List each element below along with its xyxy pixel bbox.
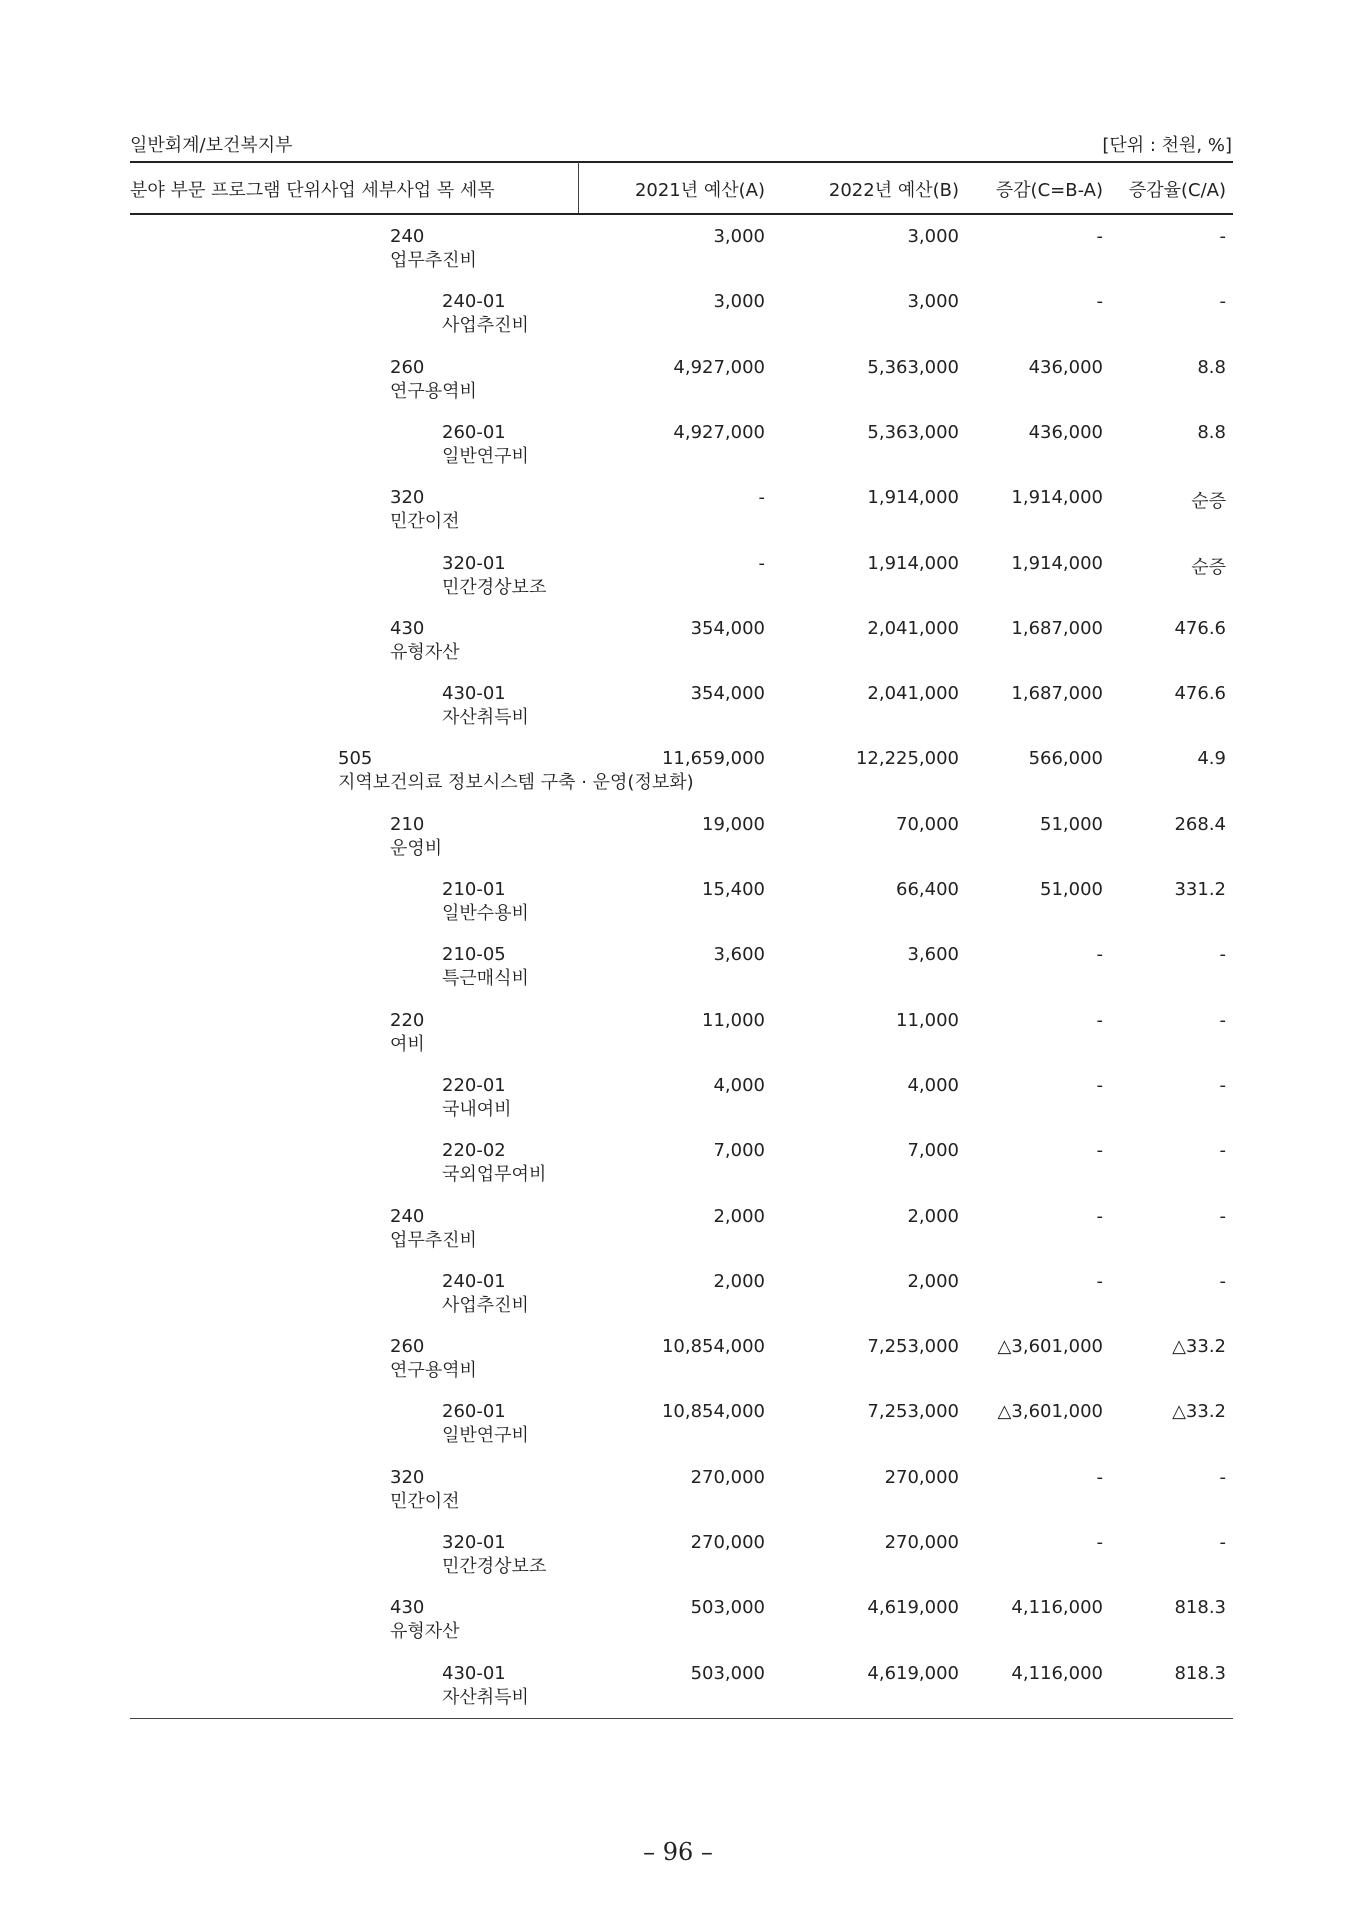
col-header-hierarchy: 분야 부문 프로그램 단위사업 세부사업 목 세목	[130, 180, 495, 201]
table-top-rule	[130, 161, 1233, 163]
row-rate: 818.3	[1174, 1663, 1226, 1684]
row-code: 260	[390, 357, 425, 378]
table-row	[0, 1010, 1356, 1072]
row-budget-2022: 70,000	[896, 814, 959, 835]
row-change: 436,000	[1028, 357, 1103, 378]
row-name: 사업추진비	[442, 1295, 529, 1316]
table-row	[0, 1401, 1356, 1463]
row-name: 사업추진비	[442, 315, 529, 336]
row-code: 430-01	[442, 1663, 506, 1684]
row-budget-2022: 5,363,000	[867, 422, 959, 443]
row-rate: 순증	[1191, 557, 1226, 578]
row-change: 436,000	[1028, 422, 1103, 443]
row-budget-2022: 270,000	[884, 1532, 959, 1553]
row-change: -	[1096, 1467, 1103, 1488]
row-code: 260	[390, 1336, 425, 1357]
row-name: 유형자산	[390, 642, 460, 663]
row-budget-2022: 4,619,000	[867, 1663, 959, 1684]
row-name: 연구용역비	[390, 381, 477, 402]
row-budget-2022: 270,000	[884, 1467, 959, 1488]
account-title: 일반회계/보건복지부	[130, 135, 293, 156]
row-rate: -	[1219, 1467, 1226, 1488]
row-code: 220	[390, 1010, 425, 1031]
row-code: 240-01	[442, 1271, 506, 1292]
row-rate: -	[1219, 944, 1226, 965]
row-budget-2021: 15,400	[702, 879, 765, 900]
row-budget-2021: 11,000	[702, 1010, 765, 1031]
table-bottom-rule	[130, 1718, 1233, 1719]
row-code: 505	[338, 748, 373, 769]
row-budget-2022: 3,000	[907, 226, 959, 247]
row-budget-2022: 11,000	[896, 1010, 959, 1031]
row-name: 일반연구비	[442, 1425, 529, 1446]
row-code: 220-02	[442, 1140, 506, 1161]
row-change: △3,601,000	[997, 1336, 1103, 1357]
row-budget-2021: 270,000	[690, 1467, 765, 1488]
row-budget-2022: 2,000	[907, 1206, 959, 1227]
row-rate: 331.2	[1174, 879, 1226, 900]
row-change: -	[1096, 226, 1103, 247]
row-budget-2021: 503,000	[690, 1597, 765, 1618]
header-bottom-rule	[130, 213, 1233, 215]
row-budget-2021: 503,000	[690, 1663, 765, 1684]
row-budget-2021: 7,000	[713, 1140, 765, 1161]
row-name: 자산취득비	[442, 1687, 529, 1708]
row-name: 일반연구비	[442, 446, 529, 467]
row-budget-2022: 3,600	[907, 944, 959, 965]
header-column-divider	[578, 162, 579, 214]
row-change: 1,914,000	[1011, 487, 1103, 508]
table-row	[0, 1336, 1356, 1398]
row-budget-2022: 2,041,000	[867, 683, 959, 704]
row-name: 국외업무여비	[442, 1164, 547, 1185]
row-budget-2021: 354,000	[690, 683, 765, 704]
row-name: 업무추진비	[390, 250, 477, 271]
row-budget-2021: 19,000	[702, 814, 765, 835]
row-budget-2022: 7,253,000	[867, 1401, 959, 1422]
row-rate: -	[1219, 291, 1226, 312]
row-budget-2022: 2,041,000	[867, 618, 959, 639]
row-budget-2022: 5,363,000	[867, 357, 959, 378]
table-row	[0, 226, 1356, 288]
row-change: -	[1096, 1140, 1103, 1161]
row-change: -	[1096, 1271, 1103, 1292]
table-row	[0, 1663, 1356, 1725]
row-rate: 268.4	[1174, 814, 1226, 835]
row-rate: 476.6	[1174, 683, 1226, 704]
row-rate: -	[1219, 1532, 1226, 1553]
row-code: 260-01	[442, 1401, 506, 1422]
row-budget-2021: 354,000	[690, 618, 765, 639]
row-code: 320-01	[442, 553, 506, 574]
col-header-2022: 2022년 예산(B)	[828, 180, 959, 201]
row-name: 자산취득비	[442, 707, 529, 728]
row-budget-2022: 3,000	[907, 291, 959, 312]
row-code: 240	[390, 1206, 425, 1227]
row-rate: △33.2	[1172, 1336, 1226, 1357]
row-budget-2022: 7,000	[907, 1140, 959, 1161]
table-row	[0, 944, 1356, 1006]
row-name: 민간이전	[390, 511, 460, 532]
row-budget-2022: 66,400	[896, 879, 959, 900]
row-change: -	[1096, 1206, 1103, 1227]
row-change: -	[1096, 1532, 1103, 1553]
row-rate: 8.8	[1197, 422, 1226, 443]
row-change: 4,116,000	[1011, 1597, 1103, 1618]
row-budget-2021: 3,000	[713, 291, 765, 312]
row-code: 210-05	[442, 944, 506, 965]
row-change: 1,687,000	[1011, 683, 1103, 704]
row-name: 유형자산	[390, 1621, 460, 1642]
row-code: 260-01	[442, 422, 506, 443]
table-row	[0, 748, 1356, 810]
row-code: 320	[390, 1467, 425, 1488]
row-code: 430-01	[442, 683, 506, 704]
table-row	[0, 291, 1356, 353]
row-budget-2021: 11,659,000	[661, 748, 765, 769]
row-change: 1,914,000	[1011, 553, 1103, 574]
table-row	[0, 1206, 1356, 1268]
row-rate: 476.6	[1174, 618, 1226, 639]
row-budget-2022: 12,225,000	[855, 748, 959, 769]
table-row	[0, 879, 1356, 941]
col-header-rate: 증감율(C/A)	[1128, 180, 1226, 201]
row-code: 210	[390, 814, 425, 835]
row-budget-2022: 1,914,000	[867, 553, 959, 574]
row-budget-2021: 270,000	[690, 1532, 765, 1553]
row-name: 연구용역비	[390, 1360, 477, 1381]
table-row	[0, 1597, 1356, 1659]
row-name: 국내여비	[442, 1099, 512, 1120]
row-rate: -	[1219, 226, 1226, 247]
row-budget-2021: 4,927,000	[673, 357, 765, 378]
row-rate: -	[1219, 1140, 1226, 1161]
row-budget-2022: 2,000	[907, 1271, 959, 1292]
row-name: 민간이전	[390, 1491, 460, 1512]
row-name: 업무추진비	[390, 1230, 477, 1251]
row-name: 특근매식비	[442, 968, 529, 989]
row-code: 220-01	[442, 1075, 506, 1096]
row-change: 1,687,000	[1011, 618, 1103, 639]
row-budget-2021: 3,000	[713, 226, 765, 247]
row-budget-2021: 4,927,000	[673, 422, 765, 443]
row-name: 여비	[390, 1034, 425, 1055]
row-name: 일반수용비	[442, 903, 529, 924]
page-number: – 96 –	[643, 1838, 713, 1866]
row-budget-2022: 7,253,000	[867, 1336, 959, 1357]
row-rate: -	[1219, 1271, 1226, 1292]
row-change: 4,116,000	[1011, 1663, 1103, 1684]
row-rate: 4.9	[1197, 748, 1226, 769]
table-row	[0, 487, 1356, 549]
row-rate: 8.8	[1197, 357, 1226, 378]
row-budget-2021: 10,854,000	[661, 1401, 765, 1422]
row-rate: 818.3	[1174, 1597, 1226, 1618]
unit-label: [단위 : 천원, %]	[1102, 135, 1232, 156]
row-budget-2021: 3,600	[713, 944, 765, 965]
table-row	[0, 814, 1356, 876]
row-change: 51,000	[1040, 814, 1103, 835]
row-budget-2022: 4,000	[907, 1075, 959, 1096]
col-header-change: 증감(C=B-A)	[995, 180, 1103, 201]
table-row	[0, 1271, 1356, 1333]
row-budget-2021: 2,000	[713, 1206, 765, 1227]
row-name: 민간경상보조	[442, 1556, 547, 1577]
row-change: 566,000	[1028, 748, 1103, 769]
row-code: 240	[390, 226, 425, 247]
row-change: △3,601,000	[997, 1401, 1103, 1422]
row-rate: -	[1219, 1075, 1226, 1096]
table-row	[0, 618, 1356, 680]
row-name: 지역보건의료 정보시스템 구축 · 운영(정보화)	[338, 772, 694, 793]
table-row	[0, 1075, 1356, 1137]
row-name: 민간경상보조	[442, 577, 547, 598]
row-budget-2021: 4,000	[713, 1075, 765, 1096]
row-change: 51,000	[1040, 879, 1103, 900]
table-row	[0, 422, 1356, 484]
table-row	[0, 357, 1356, 419]
row-code: 430	[390, 1597, 425, 1618]
row-name: 운영비	[390, 838, 443, 859]
row-change: -	[1096, 291, 1103, 312]
row-budget-2022: 4,619,000	[867, 1597, 959, 1618]
table-row	[0, 1532, 1356, 1594]
table-row	[0, 553, 1356, 615]
row-code: 430	[390, 618, 425, 639]
row-rate: △33.2	[1172, 1401, 1226, 1422]
row-budget-2022: 1,914,000	[867, 487, 959, 508]
table-row	[0, 1467, 1356, 1529]
col-header-2021: 2021년 예산(A)	[634, 180, 765, 201]
row-code: 320	[390, 487, 425, 508]
row-change: -	[1096, 1010, 1103, 1031]
table-row	[0, 1140, 1356, 1202]
row-code: 240-01	[442, 291, 506, 312]
row-rate: -	[1219, 1206, 1226, 1227]
row-change: -	[1096, 1075, 1103, 1096]
row-rate: 순증	[1191, 491, 1226, 512]
row-budget-2021: -	[758, 487, 765, 508]
row-rate: -	[1219, 1010, 1226, 1031]
row-budget-2021: 2,000	[713, 1271, 765, 1292]
row-code: 210-01	[442, 879, 506, 900]
row-budget-2021: 10,854,000	[661, 1336, 765, 1357]
row-change: -	[1096, 944, 1103, 965]
row-budget-2021: -	[758, 553, 765, 574]
row-code: 320-01	[442, 1532, 506, 1553]
table-row	[0, 683, 1356, 745]
